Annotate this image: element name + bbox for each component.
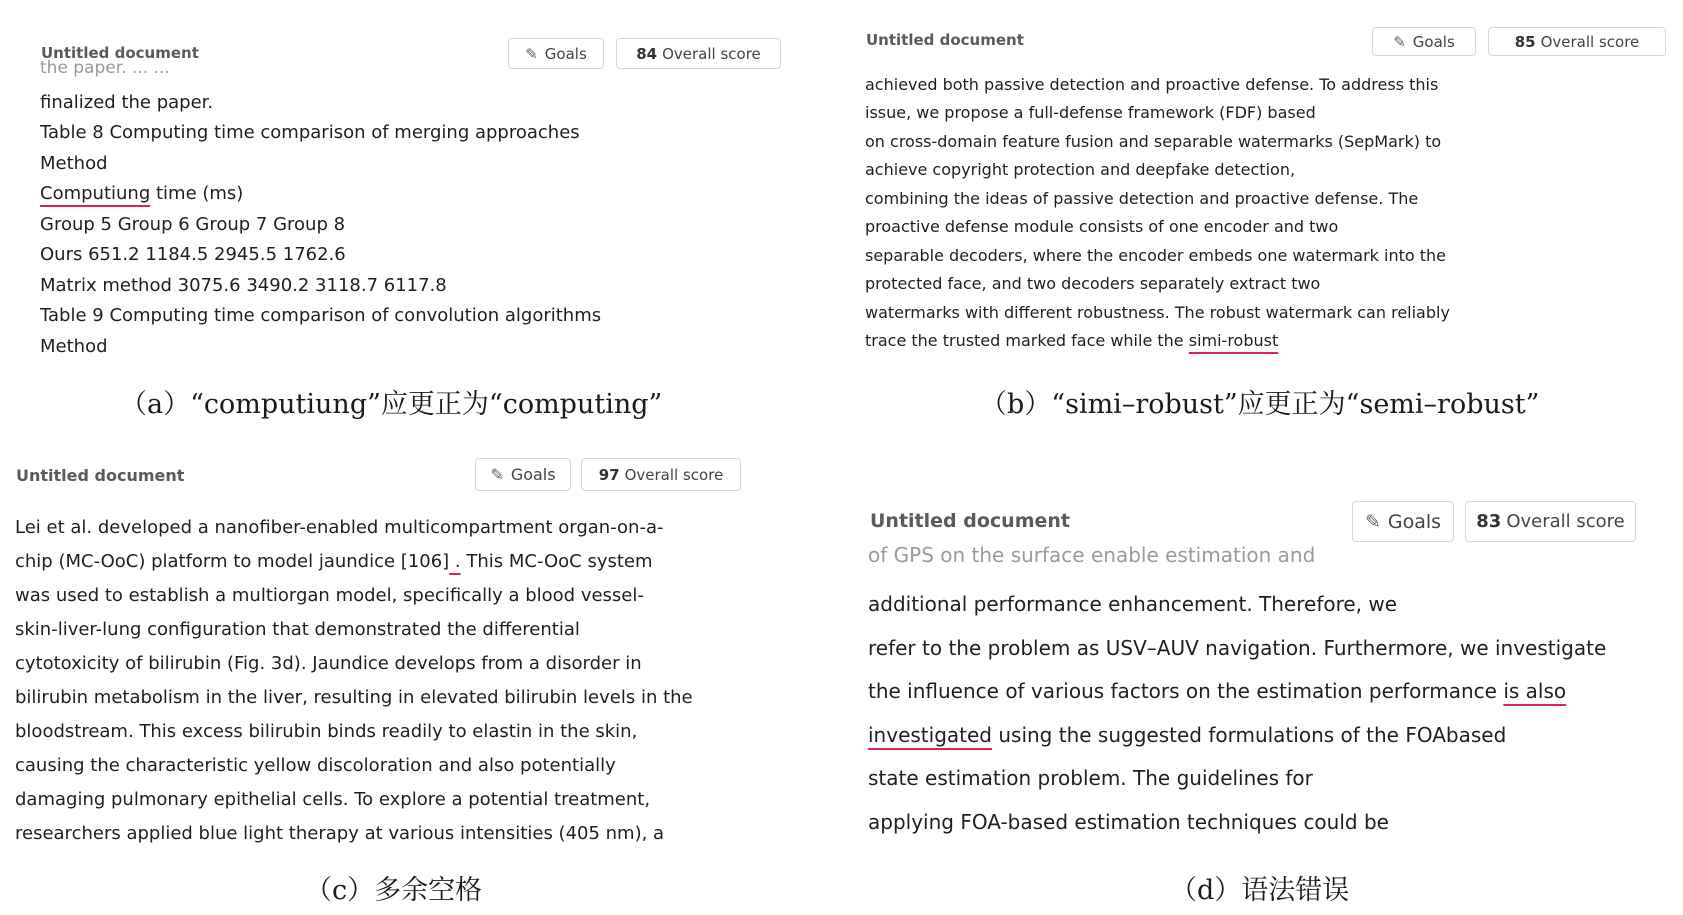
- score-value: 85: [1514, 32, 1536, 51]
- grammar-error-highlight[interactable]: is also: [1503, 679, 1567, 703]
- text-line: Group 5 Group 6 Group 7 Group 8: [40, 214, 346, 235]
- text-line: Method: [40, 153, 108, 174]
- score-label: Overall score: [624, 465, 724, 484]
- text-line: state estimation problem. The guidelines for: [868, 766, 1313, 790]
- goals-label: Goals: [1412, 32, 1455, 51]
- text-line: issue, we propose a full-defense framework (FDF) based: [865, 103, 1316, 122]
- text-line: was used to establish a multiorgan model, specifically a blood vessel-: [15, 585, 644, 606]
- spelling-error-highlight[interactable]: Computiung: [40, 183, 151, 204]
- text-line: bloodstream. This excess bilirubin binds readily to elastin in the skin,: [15, 721, 638, 742]
- text-line: proactive defense module consists of one encoder and two: [865, 217, 1339, 236]
- text-line: Lei et al. developed a nanofiber-enabled multicompartment organ-on-a-: [15, 517, 664, 538]
- extra-space-highlight[interactable]: .: [449, 551, 461, 572]
- caption-b: （b）“simi–robust”应更正为“semi–robust”: [980, 389, 1540, 420]
- score-label: Overall score: [1506, 511, 1625, 532]
- goals-label: Goals: [1387, 510, 1442, 533]
- text-line: Table 9 Computing time comparison of convolution algorithms: [40, 305, 602, 326]
- document-title: Untitled document: [41, 44, 199, 62]
- goals-button[interactable]: [1372, 27, 1476, 56]
- score-label: Overall score: [1540, 32, 1640, 51]
- text-segment: time (ms): [155, 183, 244, 204]
- text-line: applying FOA-based estimation techniques could be: [868, 810, 1389, 834]
- text-line: Ours 651.2 1184.5 2945.5 1762.6: [40, 244, 346, 265]
- overall-score-button[interactable]: [1488, 27, 1666, 56]
- text-line-with-error: [868, 679, 1566, 703]
- goals-button[interactable]: [1352, 501, 1454, 542]
- text-line: watermarks with different robustness. The robust watermark can reliably: [865, 303, 1450, 322]
- text-segment: the influence of various factors on the estimation performance: [868, 679, 1497, 703]
- goals-icon: ✎: [525, 44, 538, 63]
- text-line: Table 8 Computing time comparison of merging approaches: [40, 122, 580, 143]
- text-line: separable decoders, where the encoder embeds one watermark into the: [865, 246, 1447, 265]
- text-line: achieved both passive detection and proactive defense. To address this: [865, 75, 1439, 94]
- goals-button[interactable]: [508, 38, 604, 69]
- goals-label: Goals: [510, 465, 556, 484]
- text-line: protected face, and two decoders separately extract two: [865, 274, 1321, 293]
- goals-icon: ✎: [1364, 510, 1381, 533]
- text-line-with-error: [868, 723, 1506, 747]
- text-line: achieve copyright protection and deepfake detection,: [865, 160, 1296, 179]
- goals-icon: ✎: [490, 465, 504, 484]
- spelling-error-highlight[interactable]: simi-robust: [1188, 331, 1279, 350]
- score-value: 83: [1476, 511, 1502, 532]
- text-line: cytotoxicity of bilirubin (Fig. 3d). Jaundice develops from a disorder in: [15, 653, 642, 674]
- grammar-error-highlight[interactable]: investigated: [868, 723, 992, 747]
- text-line: bilirubin metabolism in the liver, resulting in elevated bilirubin levels in the: [15, 687, 693, 708]
- goals-icon: ✎: [1393, 32, 1406, 51]
- caption-c: （c）多余空格: [305, 875, 483, 906]
- cut-off-text-line: [40, 58, 170, 80]
- cut-off-text: the paper. ... ...: [40, 58, 170, 78]
- text-line: damaging pulmonary epithelial cells. To explore a potential treatment,: [15, 789, 651, 810]
- text-line: on cross-domain feature fusion and separable watermarks (SepMark) to: [865, 132, 1442, 151]
- caption-a: （a）“computiung”应更正为“computing”: [120, 389, 663, 420]
- text-line: combining the ideas of passive detection and proactive defense. The: [865, 189, 1419, 208]
- text-line: finalized the paper.: [40, 92, 214, 113]
- overall-score-button[interactable]: [616, 38, 781, 69]
- text-segment: trace the trusted marked face while the: [865, 331, 1184, 350]
- goals-button[interactable]: [475, 458, 571, 491]
- document-title: Untitled document: [870, 510, 1070, 532]
- overall-score-button[interactable]: [581, 458, 741, 491]
- document-title: Untitled document: [16, 466, 185, 485]
- text-line: causing the characteristic yellow discoloration and also potentially: [15, 755, 616, 776]
- text-line: Method: [40, 336, 108, 357]
- text-line: researchers applied blue light therapy at various intensities (405 nm), a: [15, 823, 665, 844]
- score-label: Overall score: [662, 44, 761, 63]
- document-title: Untitled document: [866, 31, 1024, 49]
- text-line-with-error: [15, 551, 653, 572]
- cut-off-text-line: [868, 543, 1316, 568]
- text-line: Matrix method 3075.6 3490.2 3118.7 6117.8: [40, 275, 447, 296]
- text-segment: using the suggested formulations of the FOAbased: [998, 723, 1507, 747]
- text-segment: This MC-OoC system: [460, 551, 653, 572]
- overall-score-button[interactable]: [1465, 501, 1636, 542]
- caption-d: （d）语法错误: [1170, 875, 1350, 906]
- text-line: additional performance enhancement. Therefore, we: [868, 592, 1398, 616]
- text-line: skin-liver-lung configuration that demonstrated the differential: [15, 619, 580, 640]
- text-segment: chip (MC-OoC) platform to model jaundice [106]: [15, 551, 450, 572]
- cut-off-text: of GPS on the surface enable estimation and: [868, 543, 1316, 567]
- text-line-with-error: [865, 331, 1278, 350]
- text-line: refer to the problem as USV–AUV navigation. Furthermore, we investigate: [868, 636, 1607, 660]
- goals-label: Goals: [544, 44, 587, 63]
- score-value: 84: [636, 44, 658, 63]
- score-value: 97: [598, 465, 620, 484]
- text-line-with-error: [40, 183, 243, 204]
